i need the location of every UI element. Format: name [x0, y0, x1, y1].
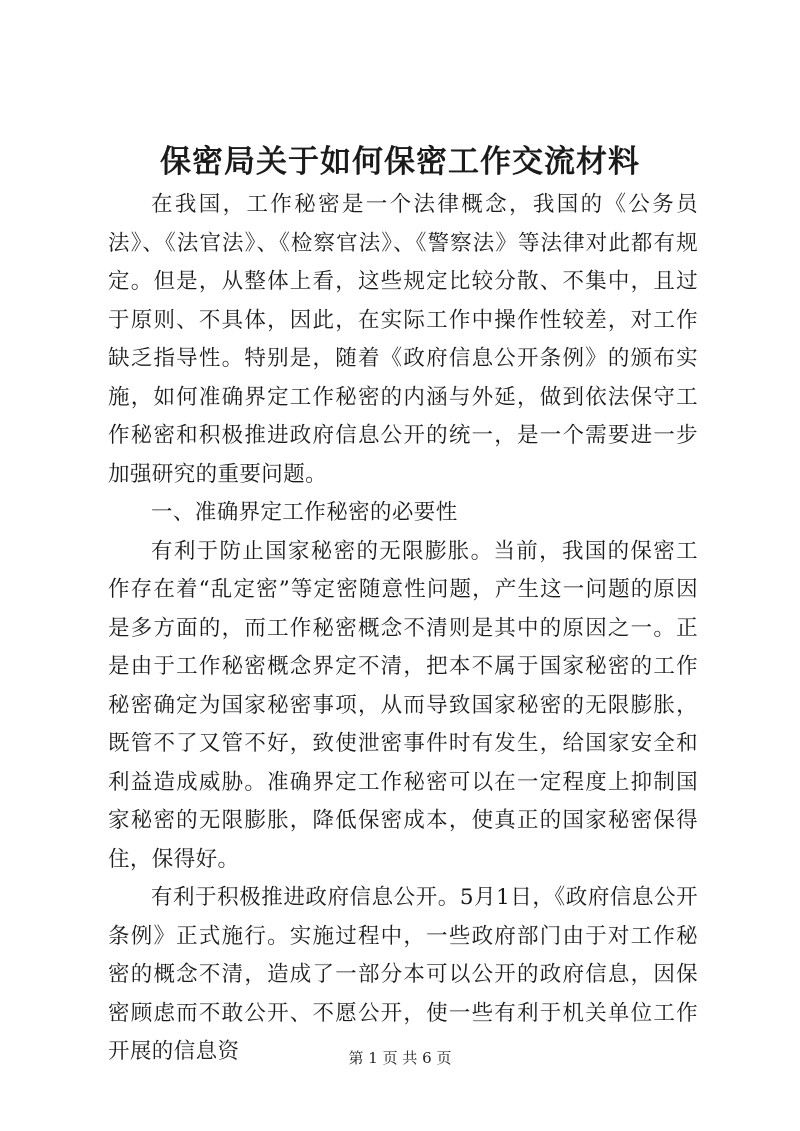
paragraph-prevent-expansion: 有利于防止国家秘密的无限膨胀。当前，我国的保密工作存在着“乱定密”等定密随意性问题，产生这一问题的原因是多方面的，而工作秘密概念不清则是其中的原因之一。正是由于工作秘密概念界定不清，把本不属于国家秘密的工作秘密确定为国家秘密事项，从而导致国家秘密的无限膨胀，既管不了又管不好，致使泄密事件时有发生，给国家安全和利益造成威胁。准确界定工作秘密可以在一定程度上抑制国家秘密的无限膨胀，降低保密成本，使真正的国家秘密保得住，保得好。 [108, 538, 698, 872]
page-number-footer: 第 1 页 共 6 页 [348, 1049, 452, 1067]
document-title: 保密局关于如何保密工作交流材料 [160, 144, 640, 180]
section-heading: 一、准确界定工作秘密的必要性 [151, 500, 458, 525]
paragraph-intro: 在我国，工作秘密是一个法律概念，我国的《公务员法》、《法官法》、《检察官法》、《警察法》等法律对此都有规定。但是，从整体上看，这些规定比较分散、不集中，且过于原则、不具体，因此，在实际工作中操作性较差，对工作缺乏指导性。特别是，随着《政府信息公开条例》的颁布实施，如何准确界定工作秘密的内涵与外延，做到依法保守工作秘密和积极推进政府信息公开的统一，是一个需要进一步加强研究的重要问题。 [108, 192, 698, 487]
document-body [108, 186, 698, 1072]
paragraph-info-disclosure: 有利于积极推进政府信息公开。5月1日，《政府信息公开条例》正式施行。实施过程中，一些政府部门由于对工作秘密的概念不清，造成了一部分本可以公开的政府信息，因保密顾虑而不敢公开、不愿公开，使一些有利于机关单位工作开展的信息资 [108, 885, 698, 1064]
